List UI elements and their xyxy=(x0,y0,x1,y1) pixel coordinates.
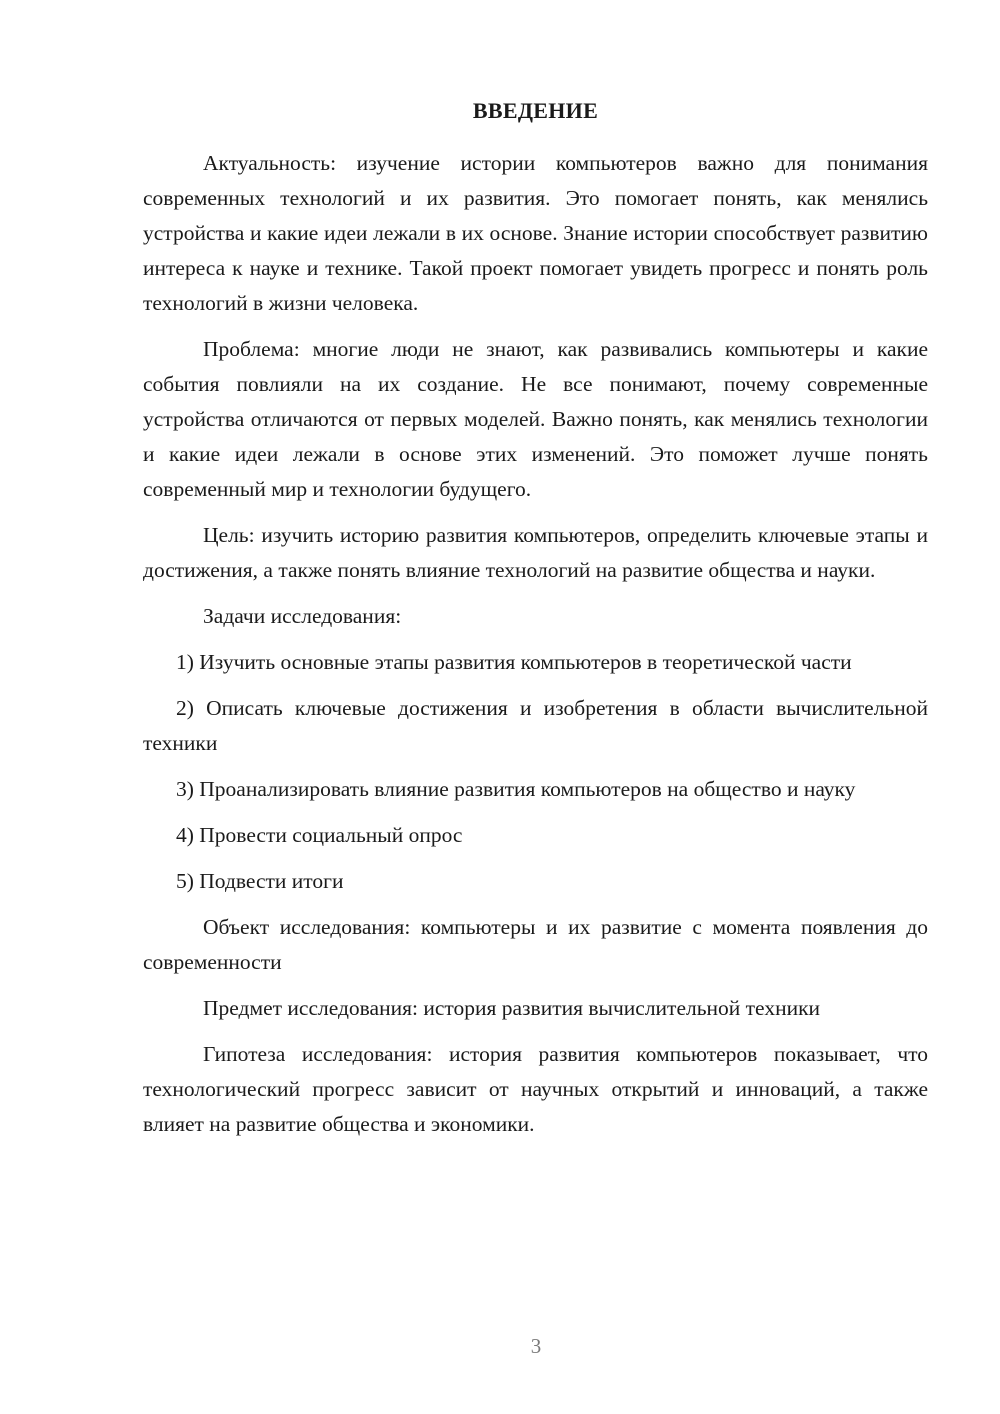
paragraph-relevance: Актуальность: изучение истории компьютеров важно для понимания современных технологий и их развития. Это помогает понять, как менялись устройства и какие идеи лежали в их основе. Знание истории способствует развитию интереса к науке и технике. Такой проект помогает увидеть прогресс и понять роль технологий в жизни человека. xyxy=(143,151,928,315)
task-item-3: 3) Проанализировать влияние развития компьютеров на общество и науку xyxy=(176,777,856,801)
task-item-5: 5) Подвести итоги xyxy=(176,869,344,893)
page-number: 3 xyxy=(530,1334,542,1358)
section-title: ВВЕДЕНИЕ xyxy=(472,98,599,123)
paragraph-goal: Цель: изучить историю развития компьютеров, определить ключевые этапы и достижения, а также понять влияние технологий на развитие общества и науки. xyxy=(143,523,928,582)
paragraph-object: Объект исследования: компьютеры и их развитие с момента появления до современности xyxy=(143,915,928,974)
paragraph-problem: Проблема: многие люди не знают, как развивались компьютеры и какие события повлияли на их создание. Не все понимают, почему современные устройства отличаются от первых моделей. Важно понять, как менялись технологии и какие идеи лежали в основе этих изменений. Это поможет лучше понять современный мир и технологии будущего. xyxy=(143,337,928,501)
task-item-1: 1) Изучить основные этапы развития компьютеров в теоретической части xyxy=(176,650,852,674)
paragraph-hypothesis: Гипотеза исследования: история развития компьютеров показывает, что технологический прогресс зависит от научных открытий и инноваций, а также влияет на развитие общества и экономики. xyxy=(143,1042,928,1136)
task-item-2: 2) Описать ключевые достижения и изобретения в области вычислительной техники xyxy=(143,696,928,755)
task-item-4: 4) Провести социальный опрос xyxy=(176,823,463,847)
page-content xyxy=(143,94,928,1153)
tasks-heading: Задачи исследования: xyxy=(203,604,402,628)
paragraph-subject: Предмет исследования: история развития вычислительной техники xyxy=(203,996,821,1020)
